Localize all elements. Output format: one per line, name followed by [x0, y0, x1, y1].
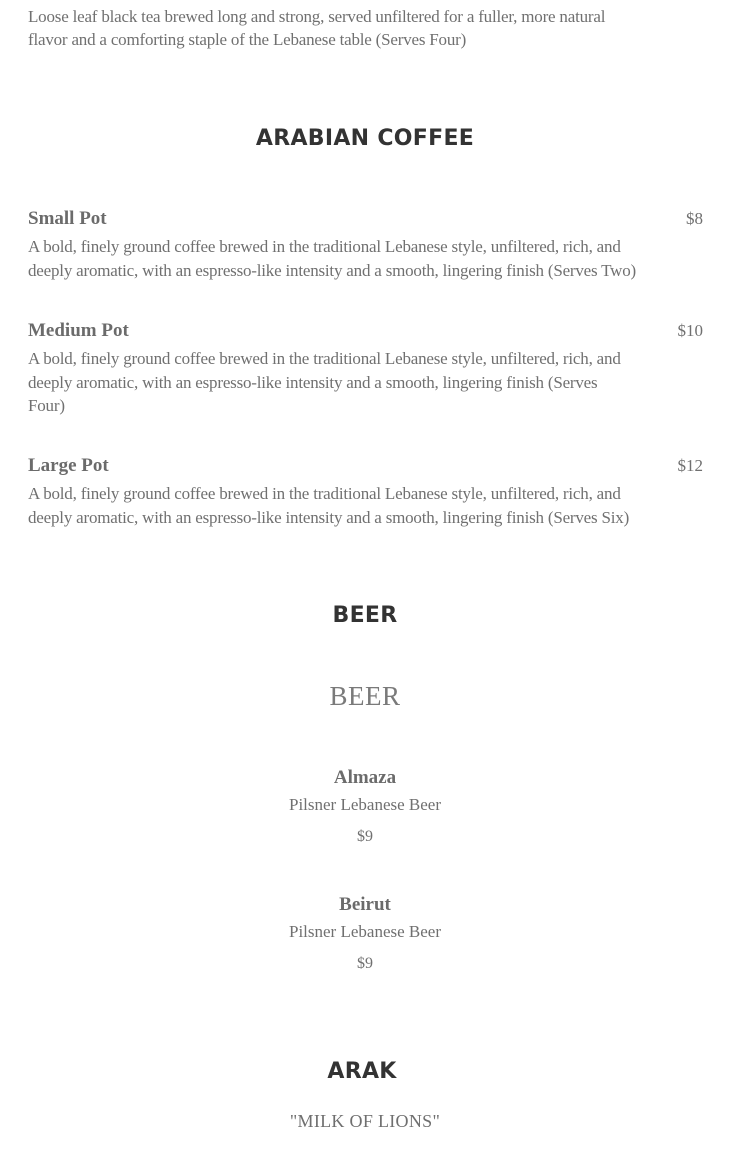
item-price: $9: [357, 955, 373, 972]
menu-item-medium-pot: [28, 319, 703, 418]
item-price: $9: [357, 828, 373, 845]
menu-item-large-pot: [28, 454, 703, 529]
tea-item-description: Loose leaf black tea brewed long and strong, served unfiltered for a fuller, more natural flavor and a comforting staple of the Lebanese table (Serves Four): [28, 7, 606, 49]
arak-heading: ARAK: [327, 1059, 397, 1084]
item-name: Small Pot: [28, 208, 107, 229]
menu-item-small-pot: [28, 207, 703, 282]
beer-subheading: BEER: [329, 681, 401, 711]
item-name: Beirut: [339, 894, 391, 915]
item-name: Medium Pot: [28, 320, 129, 341]
item-description: A bold, finely ground coffee brewed in the traditional Lebanese style, unfiltered, rich, and deeply aromatic, with an espresso-like intensity and a smooth, lingering finish (Serves Six): [28, 484, 630, 527]
item-price: $8: [686, 209, 703, 228]
item-name: Almaza: [333, 767, 397, 788]
item-description: A bold, finely ground coffee brewed in the traditional Lebanese style, unfiltered, rich, and deeply aromatic, with an espresso-like intensity and a smooth, lingering finish (Serves Two): [28, 237, 637, 280]
item-description: A bold, finely ground coffee brewed in the traditional Lebanese style, unfiltered, rich, and deeply aromatic, with an espresso-like intensity and a smooth, lingering finish (Serves Four): [28, 349, 621, 415]
menu-item-almaza: [0, 766, 730, 849]
item-description: Pilsner Lebanese Beer: [289, 922, 441, 941]
item-description: Pilsner Lebanese Beer: [289, 795, 441, 814]
arabian-coffee-heading: ARABIAN COFFEE: [255, 126, 475, 151]
item-price: $12: [677, 456, 703, 475]
item-name: Large Pot: [28, 455, 109, 476]
item-price: $10: [677, 321, 703, 340]
menu-item-beirut: [0, 893, 730, 976]
arak-tagline: "MILK OF LIONS": [289, 1111, 441, 1131]
beer-heading: BEER: [332, 603, 398, 628]
